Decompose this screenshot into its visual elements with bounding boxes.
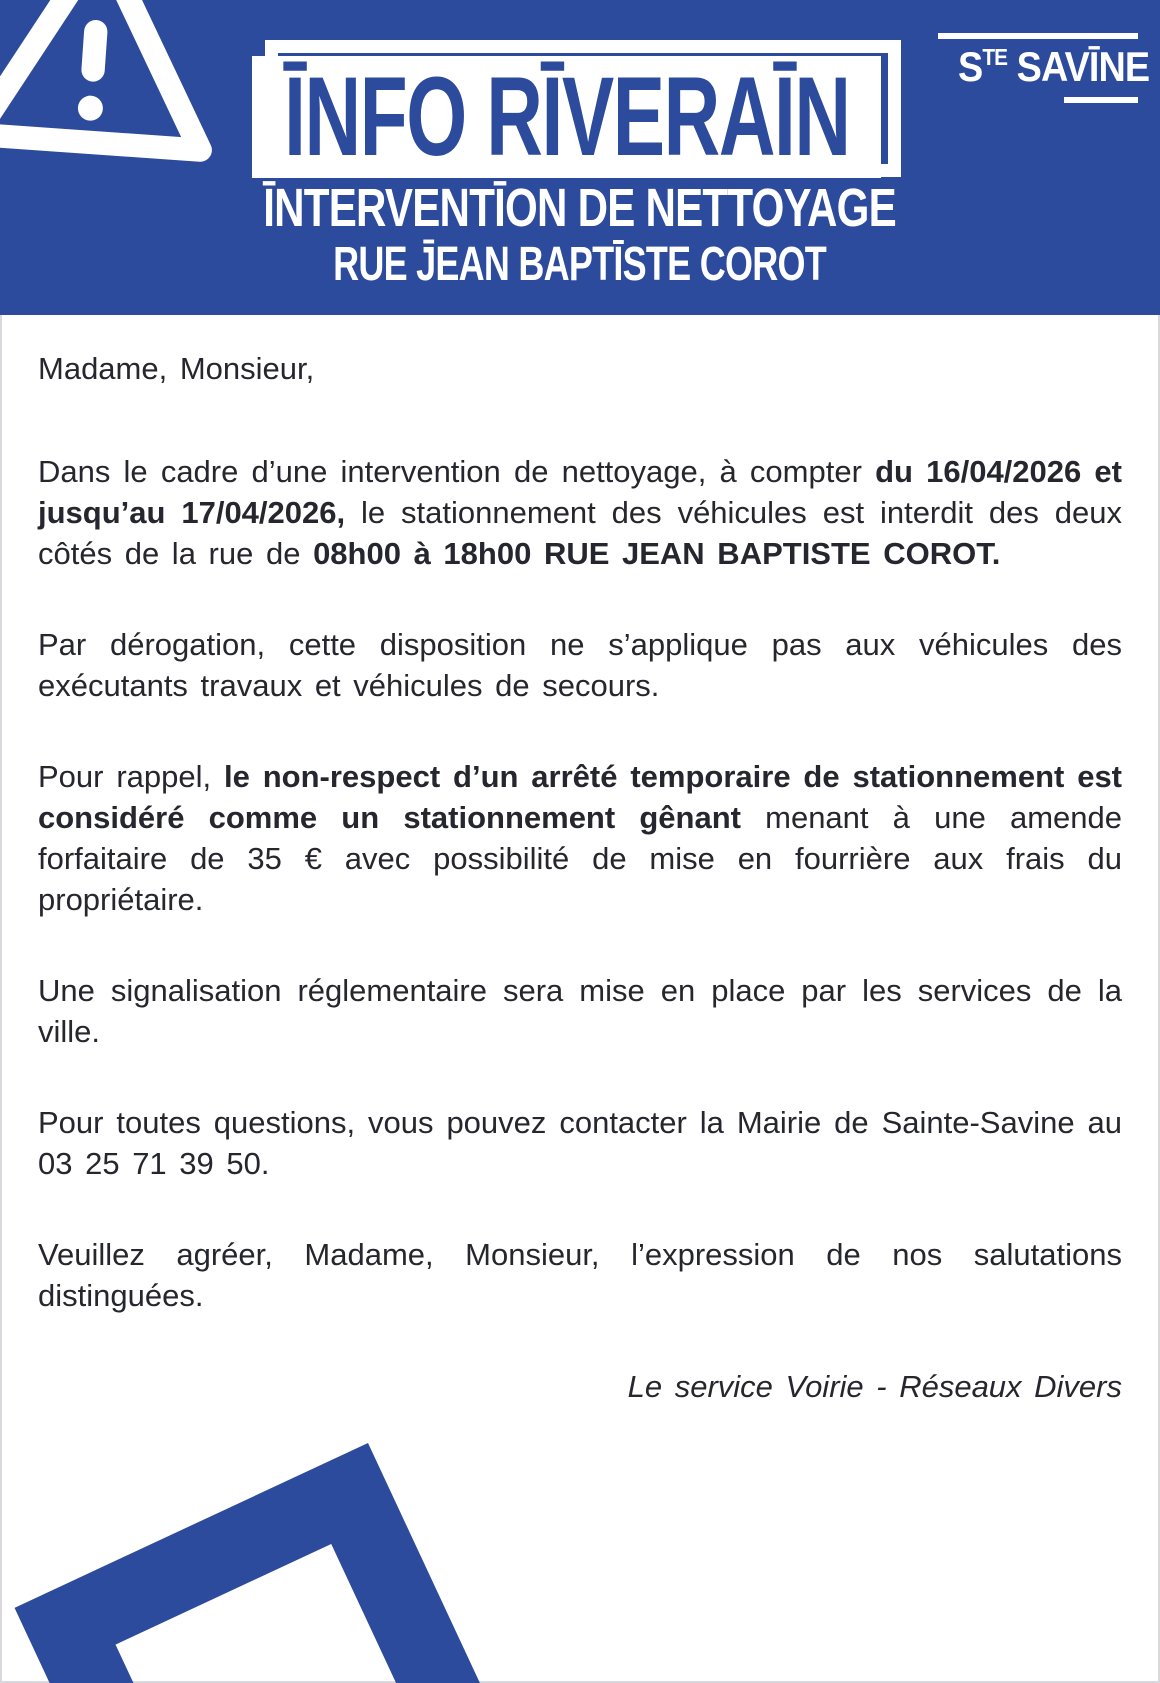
title-box	[252, 56, 881, 178]
header-subtitle-street	[0, 238, 1160, 291]
text-segment: le stationnement des véhicules est interdit des deux côtés de la rue de	[38, 495, 1123, 571]
paragraph-salutations	[38, 1234, 1122, 1316]
text-segment-bold-dates: du 16/04/2026 et jusqu’au 17/04/2026,	[38, 454, 1122, 530]
text-segment-bold-non-respect: le non-respect d’un arrêté temporaire de stationnement est considéré comme un stationnement gênant	[38, 759, 1123, 835]
paragraph-intervention-dates	[38, 451, 1122, 574]
text-segment: Veuillez agréer, Madame, Monsieur, l’expression de nos salutations distinguées.	[38, 1237, 1122, 1313]
logo-bottom-rule	[1064, 97, 1138, 103]
logo-savine: SAVĪNE	[1007, 43, 1150, 90]
text-segment: Pour rappel,	[38, 759, 225, 794]
text-segment: Pour toutes questions, vous pouvez contacter la Mairie de Sainte-Savine au 03 25 71 39 50.	[38, 1105, 1122, 1181]
paragraph-contact-mairie	[38, 1102, 1122, 1184]
logo-superscript-te: TE	[982, 43, 1008, 70]
letter-body	[38, 348, 1122, 1407]
salutation-paragraph	[38, 348, 1122, 389]
paragraph-signalisation	[38, 970, 1122, 1052]
warning-triangle-icon	[0, 0, 228, 163]
ste-savine-logo	[938, 33, 1150, 103]
text-segment: menant à une amende forfaitaire de 35 € avec possibilité de mise en fourrière aux frais du propriétaire.	[38, 800, 1122, 917]
logo-letter-s: S	[958, 43, 983, 90]
paragraph-rappel-amende	[38, 756, 1122, 920]
logo-wordmark	[958, 43, 1150, 90]
banner-title: ĪNFO RĪVERAĪN	[283, 54, 850, 179]
header-banner	[0, 0, 1160, 315]
subtitle-intervention-text: ĪNTERVENTĪON DE NETTOYAGE	[263, 178, 897, 238]
text-segment: Par dérogation, cette disposition ne s’applique pas aux véhicules des exécutants travaux et véhicules de secours.	[38, 627, 1122, 703]
header-subtitle-intervention	[0, 178, 1160, 238]
signature-line	[38, 1366, 1122, 1407]
subtitle-street-text: RUE J̄EAN BAPTĪSTE COROT	[333, 238, 827, 291]
signature-text: Le service Voirie - Réseaux Divers	[627, 1369, 1122, 1404]
corner-frame-logo	[15, 1443, 512, 1683]
text-segment-bold-hours-street: 08h00 à 18h00 RUE JEAN BAPTISTE COROT.	[313, 536, 1001, 571]
paragraph-derogation	[38, 624, 1122, 706]
text-segment: Une signalisation réglementaire sera mise en place par les services de la ville.	[38, 973, 1122, 1049]
logo-top-rule	[938, 33, 1138, 39]
text-segment: Dans le cadre d’une intervention de nettoyage, à compter	[38, 454, 876, 489]
text-segment: Madame, Monsieur,	[38, 351, 315, 386]
